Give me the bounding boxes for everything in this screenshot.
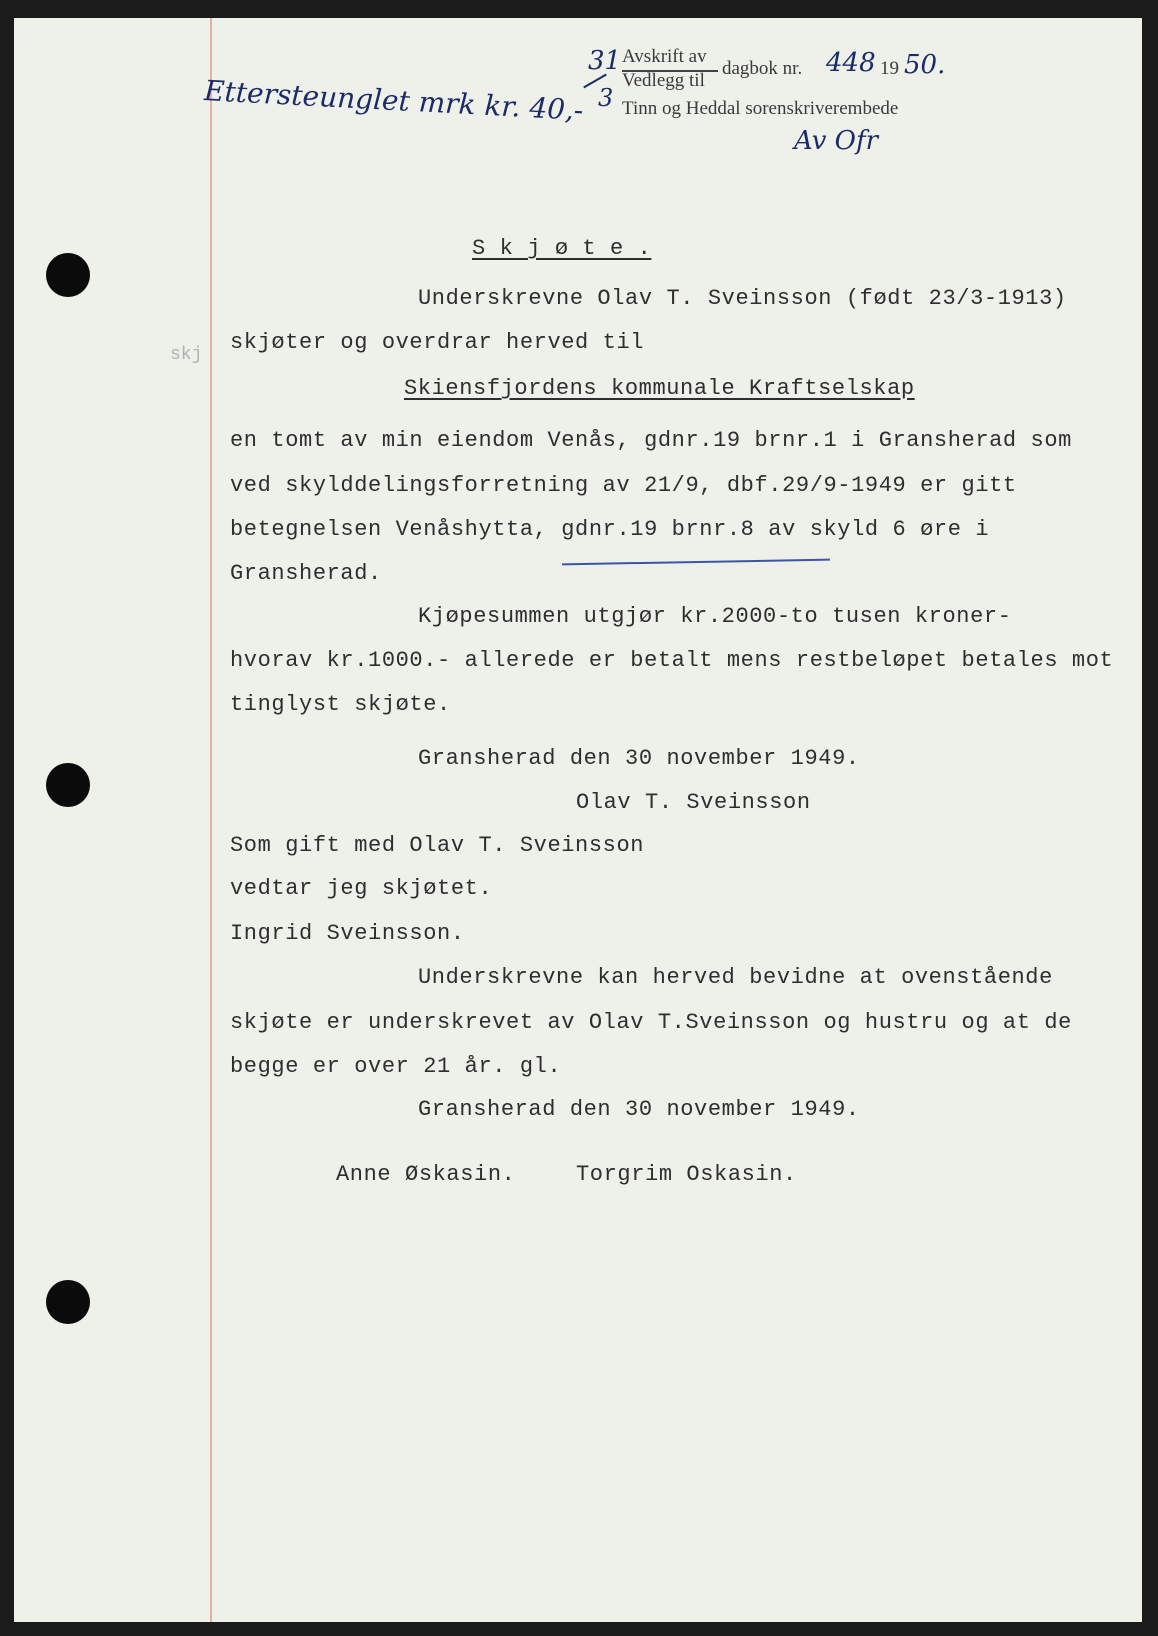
stamp-avskrift-label: Avskrift av [622,46,707,67]
witness-signature-1: Anne Øskasin. [336,1162,516,1187]
handwritten-date-month: 3 [598,84,614,112]
stamp-vedlegg-label: Vedlegg til [622,70,705,91]
document-page [14,18,1142,1622]
date-line-1: Gransherad den 30 november 1949. [418,746,860,771]
text-line-10: tinglyst skjøte. [230,692,451,717]
document-title: S k j ø t e . [472,236,652,261]
text-line-13: Som gift med Olav T. Sveinsson [230,833,645,858]
grantee-name: Skiensfjordens kommunale Kraftselskap [404,376,915,401]
text-line-9: hvorav kr.1000.- allerede er betalt mens restbeløpet betales mot [230,648,1114,673]
text-line-5: ved skylddelingsforretning av 21/9, dbf.29/9-1949 er gitt [230,473,1017,498]
stamp-office-name: Tinn og Heddal sorenskriverembede [622,98,899,119]
signature-seller: Olav T. Sveinsson [576,790,811,815]
stamp-dagbok-label: dagbok nr. [722,58,803,79]
text-line-4: en tomt av min eiendom Venås, gdnr.19 brnr.1 i Gransherad som [230,428,1072,453]
handwritten-dagbok-number: 448 [826,48,876,78]
text-line-14: vedtar jeg skjøtet. [230,876,493,901]
margin-note: skj [170,345,203,365]
text-line-1: Underskrevne Olav T. Sveinsson (født 23/3-1913) [418,286,1067,311]
handwritten-year-suffix: 50. [904,50,946,80]
text-line-18: begge er over 21 år. gl. [230,1054,562,1079]
punch-hole-middle [46,763,90,807]
handwritten-date-day: 31 [588,46,622,76]
punch-hole-bottom [46,1280,90,1324]
handwritten-fee-note: Ettersteunglet mrk kr. 40,- [203,74,585,127]
text-line-16: Underskrevne kan herved bevidne at ovenstående [418,965,1053,990]
stamp-year-prefix: 19 [880,58,899,79]
margin-line [210,18,212,1622]
text-line-7: Gransherad. [230,561,382,586]
text-line-2: skjøter og overdrar herved til [230,330,645,355]
punch-hole-top [46,253,90,297]
text-line-6: betegnelsen Venåshytta, gdnr.19 brnr.8 av skyld 6 øre i [230,517,990,542]
text-line-17: skjøte er underskrevet av Olav T.Sveinsson og hustru og at de [230,1010,1072,1035]
text-line-8: Kjøpesummen utgjør kr.2000-to tusen kroner- [418,604,1012,629]
witness-signature-2: Torgrim Oskasin. [576,1162,797,1187]
handwritten-underline [562,559,830,566]
date-line-2: Gransherad den 30 november 1949. [418,1097,860,1122]
signature-spouse: Ingrid Sveinsson. [230,921,465,946]
handwritten-initials: Av Ofr [794,126,879,156]
